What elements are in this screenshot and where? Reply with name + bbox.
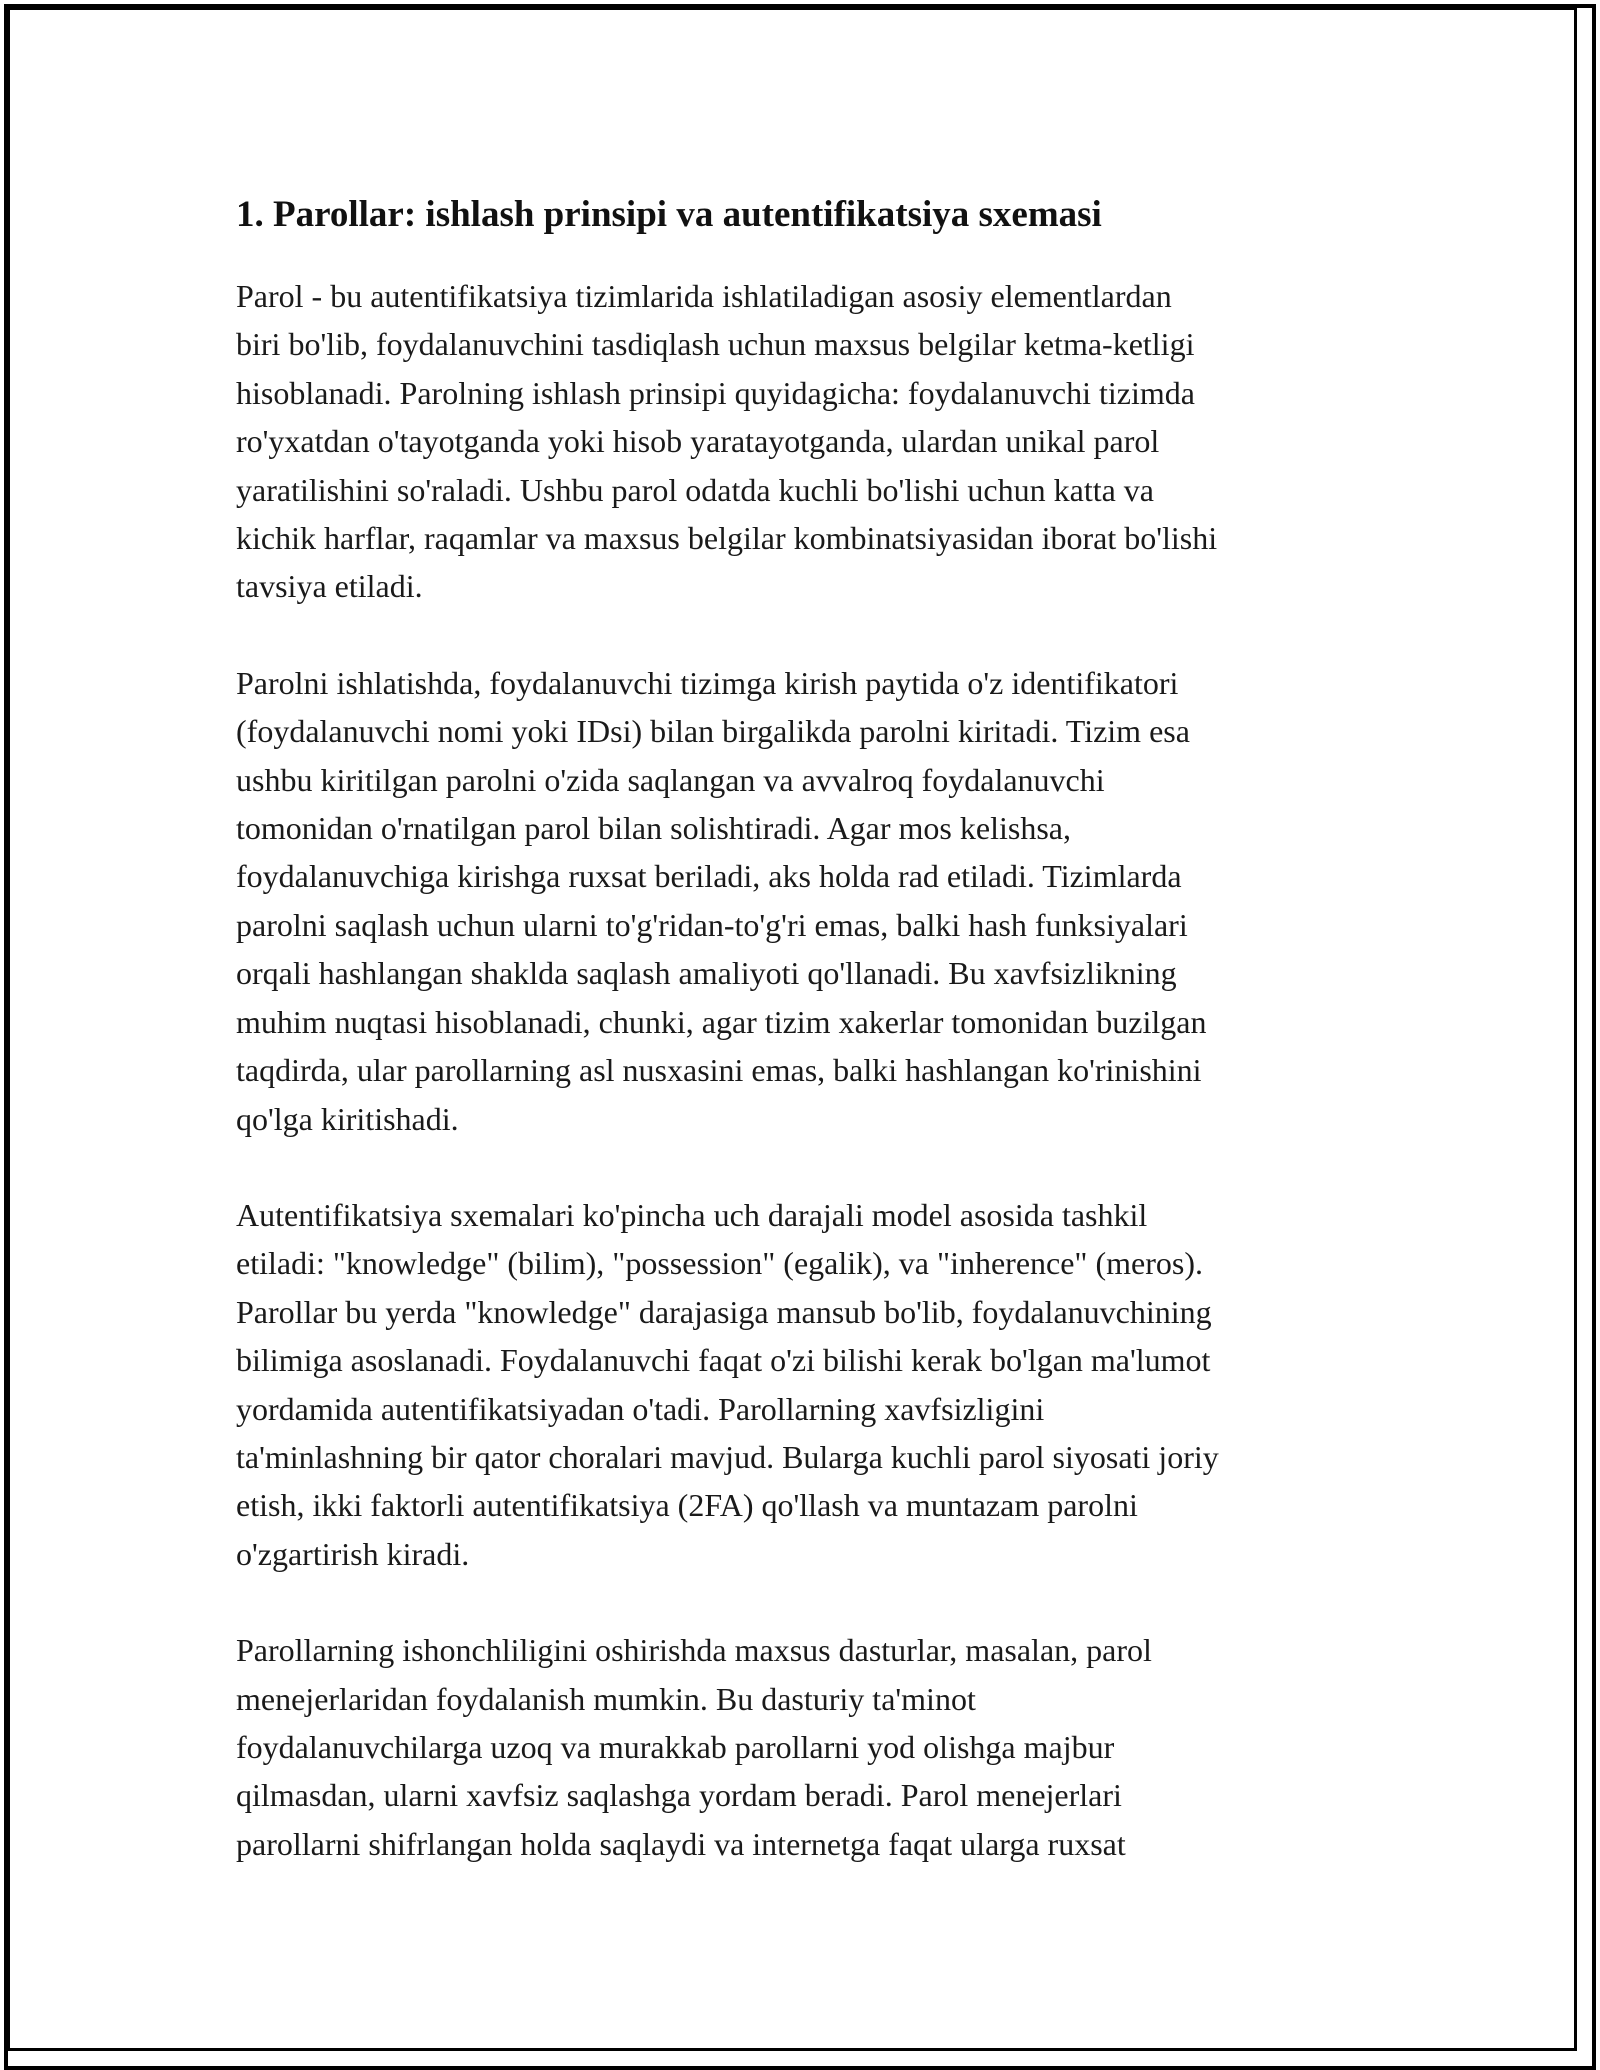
section-heading: 1. Parollar: ishlash prinsipi va autentifikatsiya sxemasi [236, 194, 1102, 235]
document-body [236, 186, 1366, 1916]
paragraph-3: Autentifikatsiya sxemalari ko'pincha uch darajali model asosida tashkil etiladi: "knowledge" (bilim), "possession" (egalik), va "inherence" (meros). Parollar bu yerda "knowledge" darajasiga mansub bo'lib, foydalanuvchining bilimiga asoslanadi. Foydalanuvchi faqat o'zi bilishi kerak bo'lgan ma'lumot yordamida autentifikatsiyadan o'tadi. Parollarning xavfsizligini ta'minlashning bir qator choralari mavjud. Bularga kuchli parol siyosati joriy etish, ikki faktorli autentifikatsiya (2FA) qo'llash va muntazam parolni o'zgartirish kiradi. [236, 1196, 1219, 1572]
paragraph-2: Parolni ishlatishda, foydalanuvchi tizimga kirish paytida o'z identifikatori (foydalanuvchi nomi yoki IDsi) bilan birgalikda parolni kiritadi. Tizim esa ushbu kiritilgan parolni o'zida saqlangan va avvalroq foydalanuvchi tomonidan o'rnatilgan parol bilan solishtiradi. Agar mos kelishsa, foydalanuvchiga kirishga ruxsat beriladi, aks holda rad etiladi. Tizimlarda parolni saqlash uchun ularni to'g'ridan-to'g'ri emas, balki hash funksiyalari orqali hashlangan shaklda saqlash amaliyoti qo'llanadi. Bu xavfsizlikning muhim nuqtasi hisoblanadi, chunki, agar tizim xakerlar tomonidan buzilgan taqdirda, ular parollarning asl nusxasini emas, balki hashlangan ko'rinishini qo'lga kiritishadi. [236, 664, 1207, 1137]
paragraph-4: Parollarning ishonchliligini oshirishda maxsus dasturlar, masalan, parol menejerlaridan foydalanish mumkin. Bu dasturiy ta'minot foydalanuvchilarga uzoq va murakkab parollarni yod olishga majbur qilmasdan, ularni xavfsiz saqlashga yordam beradi. Parol menejerlari parollarni shifrlangan holda saqlaydi va internetga faqat ularga ruxsat [236, 1632, 1152, 1862]
paragraph-1: Parol - bu autentifikatsiya tizimlarida ishlatiladigan asosiy elementlardan biri bo'lib, foydalanuvchini tasdiqlash uchun maxsus belgilar ketma-ketligi hisoblanadi. Parolning ishlash prinsipi quyidagicha: foydalanuvchi tizimda ro'yxatdan o'tayotganda yoki hisob yaratayotganda, ulardan unikal parol yaratilishini so'raladi. Ushbu parol odatda kuchli bo'lishi uchun katta va kichik harflar, raqamlar va maxsus belgilar kombinatsiyasidan iborat bo'lishi tavsiya etiladi. [236, 278, 1218, 605]
